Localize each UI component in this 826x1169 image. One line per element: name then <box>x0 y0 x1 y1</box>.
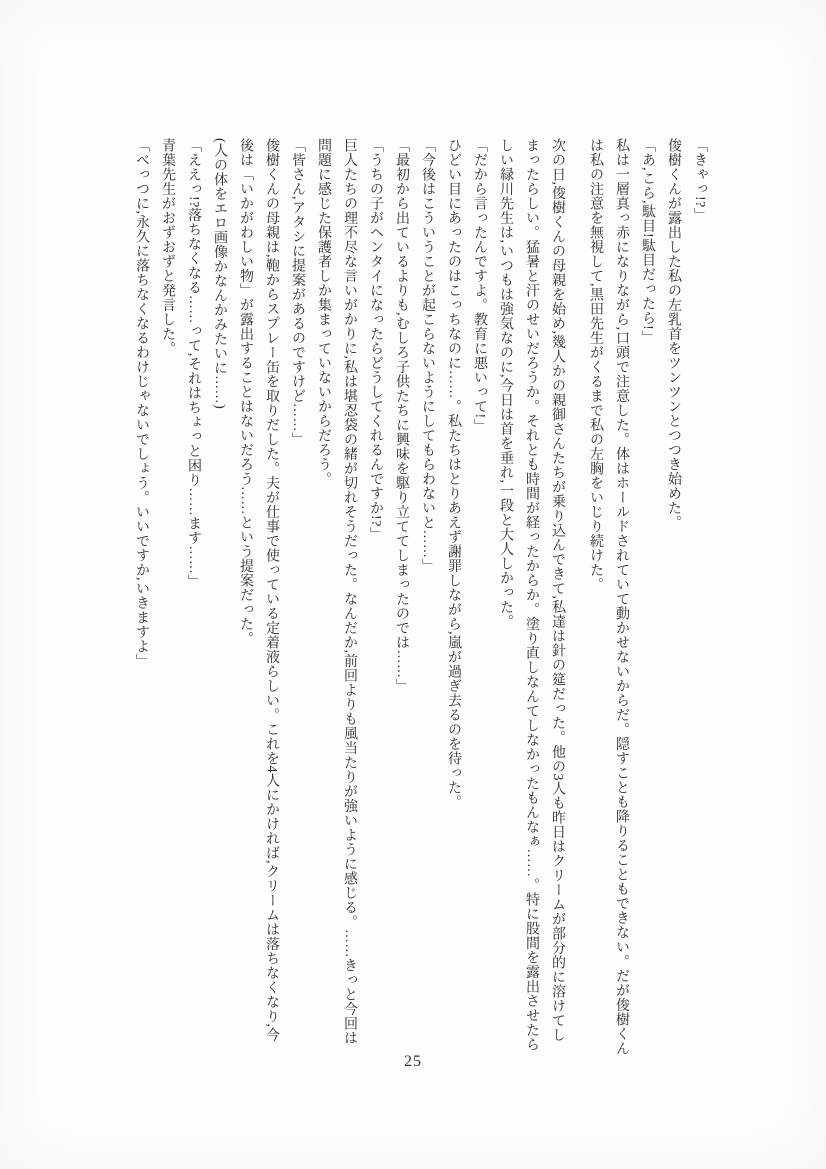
paragraph-dialogue: 「きゃっ!?」 <box>692 138 707 223</box>
paragraph-narration: ひどい目にあったのはこっちなのに……。私たちはとりあえず謝罪しながら,嵐が過ぎ去るのを待った。 <box>446 138 461 809</box>
paragraph-dialogue: 「今後はこういうことが起こらないようにしてもらわないと……」 <box>420 138 435 573</box>
paragraph-dialogue: 「ええっ!?落ちなくなる……って,それはちょっと困り……ます……」 <box>186 138 201 589</box>
vertical-text-block <box>112 138 712 1056</box>
paragraph-narration: 俊樹くんが露出した私の左乳首をツンツンとつつき始めた。 <box>666 138 681 530</box>
paragraph-narration: 青葉先生がおずおずと発言した。 <box>160 138 175 356</box>
paragraph-narration: 俊樹くんの母親は,鞄からスプレー缶を取りだした。夫が仕事で使っている定着液らしい。これを4人にかければ,クリームは落ちなくなり,今後は「いかがわしい物」が露出することはないだろう……という提案だった。 <box>238 138 279 1042</box>
paragraph-dialogue: 「うちの子がヘンタイになったらどうしてくれるんですか!?」 <box>368 138 383 542</box>
paragraph-dialogue: 「皆さん,アタシに提案があるのですけど……」 <box>290 138 305 447</box>
paragraph-dialogue: 「あ,こら,駄目!駄目だったら!」 <box>640 138 655 345</box>
paragraph-narration-scene-start: 次の日,俊樹くんの母親を始め,幾人かの親御さんたちが乗り込んできて,私達は針の筵だった。他の3人も昨日はクリームが部分的に溶けてしまったらしい。猛暑と汗のせいだろうか。それとも時間が経ったからか。塗り直しなんてしなかったもんなぁ……。特に股間を露出させたらしい緑川先生は,いつもは強気なのに,今日は首を垂れ,一段と大人しかった。 <box>498 138 565 1052</box>
paragraph-inner-thought: (人の体をエロ画像かなんかみたいに……) <box>212 138 227 410</box>
paragraph-dialogue: 「べっつに,永久に落ちなくなるわけじゃないでしょう。いいですか,いきますよ」 <box>134 138 149 668</box>
paragraph-dialogue: 「だから言ったんですよ。教育に悪いって!」 <box>472 138 487 434</box>
page-number: 25 <box>404 1053 422 1070</box>
paragraph-narration: 私は一層真っ赤になりながら,口頭で注意した。体はホールドされていて動かせないからだ。隠すことも降りることもできない。だが俊樹くんは私の注意を無視して,黒田先生がくるまで私の左胸をいじり続けた。 <box>588 138 629 1056</box>
paragraph-dialogue: 「最初から出ているよりも,むしろ子供たちに興味を駆り立ててしまったのでは……」 <box>394 138 409 693</box>
paragraph-narration: 巨人たちの理不尽な言いがかりに,私は堪忍袋の緒が切れそうだった。なんだか,前回よりも風当たりが強いように感じる。……きっと今回は問題に感じた保護者しか集まっていないからだろう。 <box>316 138 357 1045</box>
